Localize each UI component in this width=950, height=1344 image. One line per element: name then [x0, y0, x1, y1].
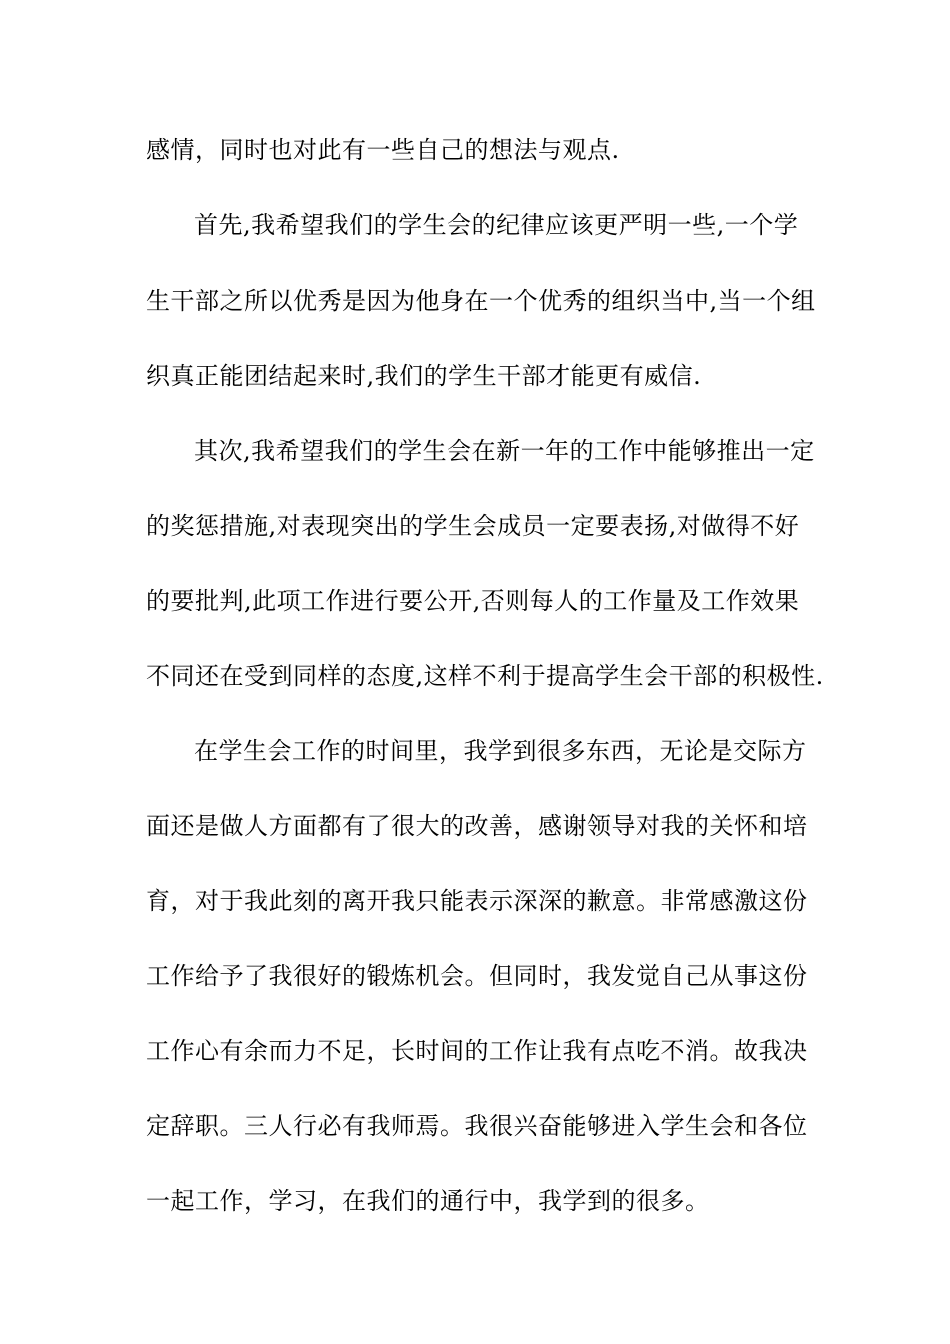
text-line: 生干部之所以优秀是因为他身在一个优秀的组织当中,当一个组	[146, 287, 816, 315]
text-line: 工作给予了我很好的锻炼机会。但同时，我发觉自己从事这份	[146, 962, 808, 990]
text-line: 的奖惩措施,对表现突出的学生会成员一定要表扬,对做得不好	[146, 512, 800, 540]
text-line: 定辞职。三人行必有我师焉。我很兴奋能够进入学生会和各位	[146, 1112, 808, 1140]
text-line: 感情，同时也对此有一些自己的想法与观点.	[146, 136, 620, 164]
text-line: 不同还在受到同样的态度,这样不利于提高学生会干部的积极性.	[146, 662, 824, 690]
text-line: 面还是做人方面都有了很大的改善，感谢领导对我的关怀和培	[146, 812, 808, 840]
paragraph-start-line: 在学生会工作的时间里，我学到很多东西，无论是交际方	[194, 737, 807, 765]
paragraph-start-line: 首先,我希望我们的学生会的纪律应该更严明一些,一个学	[194, 211, 799, 239]
text-line: 工作心有余而力不足，长时间的工作让我有点吃不消。故我决	[146, 1037, 808, 1065]
text-line: 一起工作，学习，在我们的通行中，我学到的很多。	[146, 1187, 710, 1215]
text-line: 育，对于我此刻的离开我只能表示深深的歉意。非常感激这份	[146, 887, 808, 915]
text-line: 织真正能团结起来时,我们的学生干部才能更有威信.	[146, 362, 702, 390]
paragraph-start-line: 其次,我希望我们的学生会在新一年的工作中能够推出一定	[194, 437, 815, 465]
text-line: 的要批判,此项工作进行要公开,否则每人的工作量及工作效果	[146, 587, 800, 615]
